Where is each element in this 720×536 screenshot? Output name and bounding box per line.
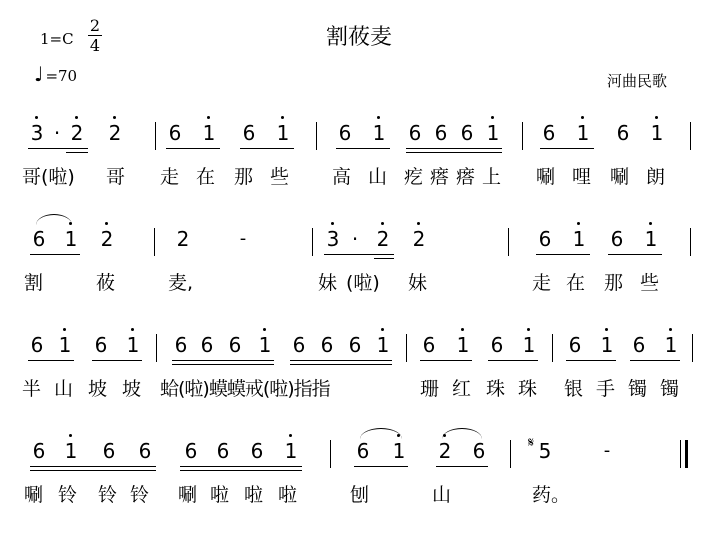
note: 6 bbox=[32, 227, 46, 251]
lyric: 半 bbox=[22, 378, 42, 400]
lyric: 朗 bbox=[646, 166, 666, 188]
lyric: 那 bbox=[234, 166, 254, 188]
note: 6 bbox=[228, 333, 242, 357]
note: 1 bbox=[274, 120, 292, 146]
note: 1 bbox=[124, 332, 142, 358]
note: 1 bbox=[520, 332, 538, 358]
lyric: 哥 bbox=[106, 166, 126, 188]
note: 1 bbox=[62, 438, 80, 464]
dot: · bbox=[351, 227, 359, 251]
lyric: 铃 bbox=[98, 484, 118, 506]
lyric: 山 bbox=[432, 484, 452, 506]
note: 6 bbox=[138, 439, 152, 463]
note: 2 bbox=[410, 226, 428, 252]
note: 6 bbox=[32, 439, 46, 463]
note: 6 bbox=[422, 333, 436, 357]
lyric: 药。 bbox=[532, 484, 571, 506]
note: 6 bbox=[434, 121, 448, 145]
note: 1 bbox=[370, 120, 388, 146]
lyric: 镯 bbox=[660, 378, 680, 400]
lyric: 些 bbox=[270, 166, 290, 188]
lyric: 唰 bbox=[536, 166, 556, 188]
note: 1 bbox=[62, 226, 80, 252]
note: 6 bbox=[632, 333, 646, 357]
lyric: 珠 bbox=[518, 378, 538, 400]
quarter-note-icon: ♩ bbox=[34, 62, 44, 86]
note: 2 bbox=[106, 120, 124, 146]
lyric: 高 bbox=[332, 166, 352, 188]
note: 1 bbox=[282, 438, 300, 464]
lyric: 坡 bbox=[122, 378, 142, 400]
lyric: 啦 bbox=[244, 484, 264, 506]
note: 2 bbox=[176, 227, 190, 251]
song-title: 割莜麦 bbox=[326, 25, 393, 50]
note: 6 bbox=[242, 121, 256, 145]
note: 1 bbox=[56, 332, 74, 358]
lyric: 上 bbox=[482, 166, 502, 188]
lyric: 在 bbox=[196, 166, 216, 188]
lyric: 瘩 bbox=[456, 166, 476, 188]
note: 6 bbox=[490, 333, 504, 357]
note: 1 bbox=[642, 226, 660, 252]
note: 6 bbox=[616, 121, 630, 145]
lyric: 唰 bbox=[610, 166, 630, 188]
tempo-marking bbox=[34, 62, 77, 86]
lyric: 啦 bbox=[278, 484, 298, 506]
note: 6 bbox=[174, 333, 188, 357]
note: 6 bbox=[94, 333, 108, 357]
note: 2 bbox=[68, 120, 86, 146]
lyric: 走 bbox=[532, 272, 552, 294]
lyric: 哥(啦) bbox=[22, 166, 75, 188]
note: 5 bbox=[538, 439, 552, 463]
note: 6 bbox=[320, 333, 334, 357]
note: 6 bbox=[568, 333, 582, 357]
song-source: 河曲民歌 bbox=[607, 72, 668, 90]
meter-top: 2 bbox=[89, 16, 101, 35]
lyric: 妹 bbox=[408, 272, 428, 294]
note: 6 bbox=[356, 439, 370, 463]
note: 6 bbox=[292, 333, 306, 357]
lyric: 疙 bbox=[404, 166, 424, 188]
lyric: 手 bbox=[596, 378, 616, 400]
tempo-value: =70 bbox=[45, 67, 78, 85]
lyric: 瘩 bbox=[430, 166, 450, 188]
key-signature: 1=C bbox=[40, 30, 74, 48]
note: 1 bbox=[374, 332, 392, 358]
note: 6 bbox=[472, 439, 486, 463]
note: 2 bbox=[374, 226, 392, 252]
lyric: 在 bbox=[566, 272, 586, 294]
system-2 bbox=[0, 226, 720, 336]
note: 6 bbox=[610, 227, 624, 251]
lyric: 割 bbox=[24, 272, 44, 294]
system-1 bbox=[0, 120, 720, 230]
note: 6 bbox=[408, 121, 422, 145]
note: 6 bbox=[216, 439, 230, 463]
lyric: 蛤(啦)蟆蟆戒(啦)指指 bbox=[160, 378, 330, 400]
note: 1 bbox=[574, 120, 592, 146]
lyric: 妹 bbox=[318, 272, 338, 294]
note: 3 bbox=[324, 226, 342, 252]
lyric: 刨 bbox=[350, 484, 370, 506]
note: 2 bbox=[98, 226, 116, 252]
lyric: 唰 bbox=[178, 484, 198, 506]
note: 3 bbox=[28, 120, 46, 146]
note: 6 bbox=[460, 121, 474, 145]
note: 1 bbox=[570, 226, 588, 252]
lyric: 珠 bbox=[486, 378, 506, 400]
note: 6 bbox=[348, 333, 362, 357]
lyric: (啦) bbox=[346, 272, 380, 294]
lyric: 些 bbox=[640, 272, 660, 294]
note: 6 bbox=[200, 333, 214, 357]
segno-icon: 𝄋 bbox=[527, 435, 535, 451]
lyric: 啦 bbox=[210, 484, 230, 506]
lyric: 那 bbox=[604, 272, 624, 294]
note: 6 bbox=[102, 439, 116, 463]
note: 1 bbox=[454, 332, 472, 358]
note: 6 bbox=[338, 121, 352, 145]
time-signature bbox=[86, 16, 104, 55]
dash: - bbox=[239, 228, 247, 249]
lyric: 镯 bbox=[628, 378, 648, 400]
lyric: 红 bbox=[452, 378, 472, 400]
lyric: 铃 bbox=[130, 484, 150, 506]
note: 2 bbox=[436, 438, 454, 464]
note: 1 bbox=[200, 120, 218, 146]
lyric: 铃 bbox=[58, 484, 78, 506]
note: 6 bbox=[184, 439, 198, 463]
system-4 bbox=[0, 435, 720, 536]
note: 1 bbox=[390, 438, 408, 464]
note: 6 bbox=[250, 439, 264, 463]
dot: · bbox=[53, 121, 61, 145]
note: 1 bbox=[648, 120, 666, 146]
lyric: 珊 bbox=[420, 378, 440, 400]
note: 6 bbox=[168, 121, 182, 145]
lyric: 哩 bbox=[572, 166, 592, 188]
meter-bottom: 4 bbox=[89, 36, 101, 55]
lyric: 银 bbox=[564, 378, 584, 400]
lyric: 走 bbox=[160, 166, 180, 188]
note: 6 bbox=[542, 121, 556, 145]
system-3 bbox=[0, 332, 720, 442]
lyric: 麦, bbox=[168, 272, 194, 294]
note: 1 bbox=[598, 332, 616, 358]
lyric: 山 bbox=[54, 378, 74, 400]
note: 1 bbox=[484, 120, 502, 146]
lyric: 莜 bbox=[96, 272, 116, 294]
note: 6 bbox=[538, 227, 552, 251]
note: 1 bbox=[662, 332, 680, 358]
lyric: 坡 bbox=[88, 378, 108, 400]
note: 6 bbox=[30, 333, 44, 357]
lyric: 唰 bbox=[24, 484, 44, 506]
note: 1 bbox=[256, 332, 274, 358]
dash: - bbox=[603, 440, 611, 461]
lyric: 山 bbox=[368, 166, 388, 188]
